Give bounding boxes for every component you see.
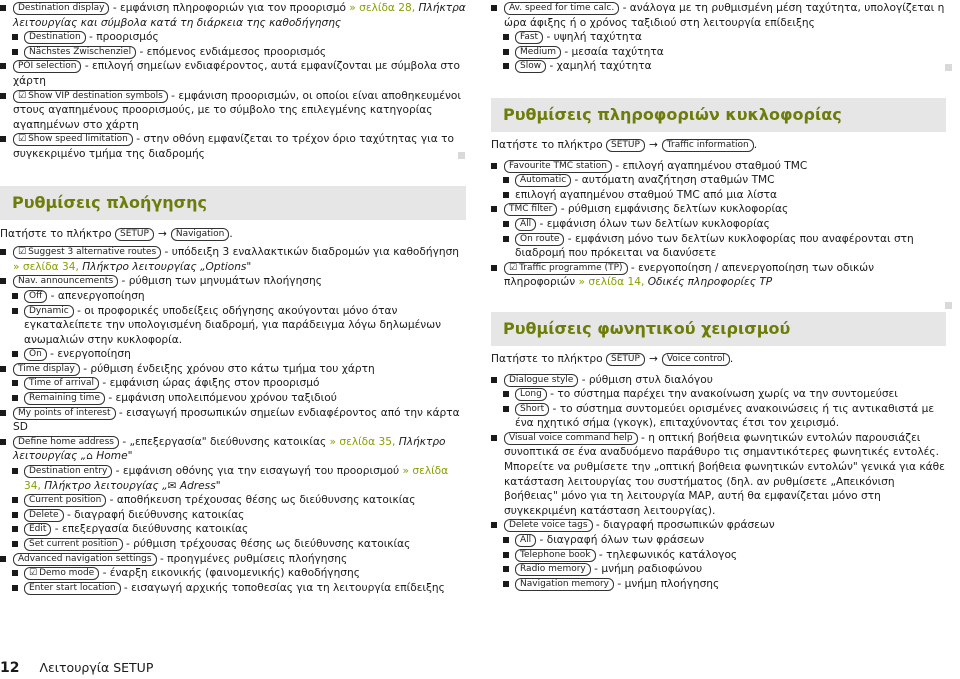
function-key-label: Av. speed for time calc.: [509, 3, 615, 13]
list-item: [491, 173, 946, 188]
function-key: [515, 60, 546, 73]
item-description: - εμφάνιση πληροφοριών για τον προορισμό: [109, 2, 346, 14]
item-description: - η οπτική βοήθεια φωνητικών εντολών παρουσιάζει συνοπτικά σε ένα αναδυόμενο παράθυρο τις σημαντικότερες φωνητικές εντολές. Μπορείτε να ρυθμίσετε την „οπτική βοήθεια φωνητικών εντολών" γενικά για κάθε κατάσταση λειτουργίας του συστήματος (δηλ. αν ρυθμίσετε „Απεικόνιση βοήθειας" μόνο για τη λειτουργία MAP, αυτή θα εμφανίζεται μόνο στη συγκεκριμένη κατάσταση λειτουργίας).: [504, 431, 945, 517]
function-key: [504, 262, 628, 275]
function-key-label: Edit: [29, 524, 47, 535]
page-number: 12: [0, 660, 20, 676]
function-key: [24, 582, 121, 595]
function-key: [13, 436, 119, 449]
bullet-icon: [491, 377, 497, 383]
function-key: [13, 90, 168, 103]
function-key: [24, 523, 51, 536]
item-description: - διαγραφή διεύθυνσης κατοικίας: [63, 508, 245, 521]
function-key-label: Demo mode: [39, 568, 95, 579]
nav-press-instruction: Πατήστε το πλήκτρο SETUP → Navigation .: [0, 227, 233, 240]
function-key: [515, 388, 547, 401]
list-item: [491, 387, 946, 402]
item-description: - εμφάνιση υπολειπόμενου χρόνου ταξιδιού: [105, 392, 337, 405]
function-key: [13, 553, 157, 566]
section-end-marker: [945, 302, 952, 309]
function-key: [504, 203, 557, 216]
function-key: [515, 563, 591, 576]
checkbox-icon: ☑: [18, 134, 27, 145]
function-key-label: Time of arrival: [29, 378, 95, 389]
function-key: [24, 31, 86, 44]
function-key: [504, 374, 578, 387]
item-description: - μνήμη πλοήγησης: [614, 577, 720, 590]
function-key-label: Telephone book: [520, 549, 591, 560]
item-description: - επιλογή αγαπημένου σταθμού TMC: [611, 159, 808, 172]
bullet-icon: [0, 439, 6, 445]
function-key-label: Define home address: [18, 436, 114, 447]
list-item: [0, 493, 466, 508]
setup-key: SETUP: [115, 228, 154, 241]
function-key-label: Long: [520, 389, 542, 400]
bullet-icon: [0, 249, 6, 255]
list-item: [0, 304, 466, 348]
function-key: [515, 578, 614, 591]
bullet-icon: [12, 308, 18, 314]
item-description: - το σύστημα παρέχει την ανακοίνωση χωρίς να την συντομεύσει: [546, 388, 898, 401]
list-item: [0, 274, 466, 289]
function-key: [13, 246, 161, 259]
function-key-label: Visual voice command help: [509, 432, 633, 443]
function-key-label: All: [520, 218, 532, 229]
page-reference-link[interactable]: » σελίδα 28,: [345, 2, 416, 14]
function-key: [504, 519, 593, 532]
function-key-label: Delete voice tags: [509, 520, 588, 531]
list-item: [491, 59, 946, 74]
item-description: - υψηλή ταχύτητα: [543, 31, 642, 44]
bullet-icon: [491, 522, 497, 528]
item-description: - ρύθμιση στυλ διαλόγου: [578, 373, 713, 386]
item-description: - απενεργοποίηση: [47, 289, 145, 302]
list-item: [0, 406, 466, 435]
traffic-settings-heading: Ρυθμίσεις πληροφοριών κυκλοφορίας: [491, 98, 946, 132]
bullet-icon: [0, 5, 6, 11]
function-key-label: Destination display: [18, 3, 105, 13]
bullet-icon: [503, 221, 509, 227]
bullet-icon: [0, 278, 6, 284]
bullet-icon: [0, 366, 6, 372]
function-key-label: POI selection: [18, 61, 77, 72]
list-item: [0, 464, 466, 493]
press-text: Πατήστε το πλήκτρο: [0, 227, 112, 240]
bullet-icon: [12, 49, 18, 55]
left-column: [0, 1, 466, 595]
item-description: - χαμηλή ταχύτητα: [546, 60, 652, 73]
function-key-label: Suggest 3 alternative routes: [28, 247, 157, 258]
function-key-label: Delete: [29, 509, 59, 520]
nav-settings-list: [0, 245, 466, 595]
function-key-label: All: [520, 535, 532, 546]
setup-key: SETUP: [606, 353, 645, 366]
function-key: [515, 31, 543, 44]
function-key-label: Slow: [520, 61, 542, 72]
bullet-icon: [12, 497, 18, 503]
bullet-icon: [12, 526, 18, 532]
function-key: [515, 233, 564, 246]
list-item: [0, 537, 466, 552]
page-reference-link[interactable]: » σελίδα 34,: [24, 465, 449, 492]
function-key: [24, 465, 112, 478]
list-item: [0, 59, 466, 88]
function-key: [504, 2, 619, 15]
list-item: [0, 45, 466, 60]
list-item: [491, 30, 946, 45]
list-item: [0, 522, 466, 537]
section-end-marker: [458, 152, 465, 159]
bullet-icon: [503, 192, 509, 198]
list-item: [0, 435, 466, 464]
item-description: - προηγμένες ρυθμίσεις πλοήγησης: [156, 552, 348, 565]
list-item: [0, 581, 466, 596]
function-key-label: Dialogue style: [509, 374, 574, 385]
function-key: [24, 348, 47, 361]
function-key-label: Show VIP destination symbols: [28, 90, 163, 101]
list-item: [0, 245, 466, 274]
function-key-label: Enter start location: [29, 582, 116, 593]
item-description: - εμφάνιση ώρας άφιξης στον προορισμό: [99, 377, 320, 390]
function-key: [24, 377, 99, 390]
bullet-icon: [503, 391, 509, 397]
list-item: [0, 508, 466, 523]
voice-press-instruction: Πατήστε το πλήκτρο SETUP → Voice control .: [491, 352, 734, 365]
function-key: [13, 363, 80, 376]
item-description: - επιλογή σημείων ενδιαφέροντος, αυτά εμφανίζονται με σύμβολα στο χάρτη: [13, 60, 460, 87]
setup-key: SETUP: [606, 139, 645, 152]
function-key-label: On: [29, 349, 42, 360]
footer-section-title: Λειτουργία SETUP: [39, 660, 154, 675]
function-key-label: Destination: [29, 32, 81, 43]
function-key-label: On route: [520, 233, 560, 244]
bullet-icon: [491, 163, 497, 169]
function-key: [24, 567, 99, 580]
list-item: [0, 89, 466, 133]
item-description: - εισαγωγή αρχικής τοποθεσίας για τη λειτουργία επίδειξης: [120, 581, 445, 594]
voice-settings-heading: Ρυθμίσεις φωνητικού χειρισμού: [491, 312, 946, 346]
list-item: [0, 289, 466, 304]
function-key-label: Set current position: [29, 539, 118, 549]
function-key: [13, 275, 118, 288]
bullet-icon: [12, 585, 18, 591]
bullet-icon: [503, 34, 509, 40]
bullet-icon: [12, 395, 18, 401]
reference-title: Πλήκτρο λειτουργίας „⌂ Home": [13, 435, 446, 463]
function-key: [24, 46, 136, 59]
page-reference-link[interactable]: » σελίδα 34,: [13, 260, 79, 273]
list-item: [491, 159, 946, 174]
right-column: [491, 1, 946, 591]
voice-settings-list: [491, 373, 946, 592]
function-key: [515, 403, 549, 416]
bullet-icon: [12, 570, 18, 576]
list-item: [0, 376, 466, 391]
item-description: - εμφάνιση προορισμών, οι οποίοι είναι αποθηκευμένοι στους αγαπημένους προορισμούς, με το σύμβολο της επιλεγμένης κατηγορίας αγαπημένων στο χάρτη: [13, 89, 462, 131]
function-key-label: Advanced navigation settings: [18, 553, 152, 564]
bullet-icon: [503, 566, 509, 572]
arrow-icon: →: [157, 227, 167, 240]
traffic-settings-list: [491, 159, 946, 290]
function-key-label: TMC filter: [509, 204, 553, 215]
item-description: - επεξεργασία διεύθυνσης κατοικίας: [51, 523, 249, 536]
left-top-list: [0, 1, 466, 162]
page-reference-link[interactable]: » σελίδα 35,: [326, 435, 396, 448]
list-item: [491, 45, 946, 60]
item-description: - οι προφορικές υποδείξεις οδήγησης ακούγονται μόνο όταν εγκαταλείπετε την υπολογισμένη διαδρομή, για παράδειγμα λόγω δηλωμένων ανωμαλιών στην κυκλοφορία.: [24, 304, 442, 346]
function-key-label: Time display: [18, 363, 75, 374]
bullet-icon: [12, 380, 18, 386]
traffic-press-instruction: Πατήστε το πλήκτρο SETUP → Traffic information .: [491, 138, 758, 151]
item-description: - επόμενος ενδιάμεσος προορισμός: [136, 45, 327, 58]
item-description: - „επεξεργασία" διεύθυνσης κατοικίας: [118, 435, 327, 448]
checkbox-icon: ☑: [29, 568, 38, 579]
bullet-icon: [0, 93, 6, 99]
voice-control-key: Voice control: [662, 353, 730, 366]
bullet-icon: [503, 552, 509, 558]
reference-title: Πλήκτρα λειτουργίας και σύμβολα κατά τη διάρκεια της καθοδήγησης: [13, 2, 466, 29]
list-item: [491, 202, 946, 217]
bullet-icon: [491, 265, 497, 271]
bullet-icon: [0, 136, 6, 142]
list-item: [491, 548, 946, 563]
list-item: [491, 533, 946, 548]
item-description: - τηλεφωνικός κατάλογος: [595, 548, 738, 561]
list-item: [0, 391, 466, 406]
item-description: - ρύθμιση τρέχουσας θέσης ως διεύθυνσης κατοικίας: [122, 538, 411, 550]
bullet-icon: [12, 351, 18, 357]
function-key-label: My points of interest: [18, 407, 111, 418]
function-key-label: Automatic: [520, 175, 567, 186]
item-description: - ενεργοποίηση / απενεργοποίηση των οδικών πληροφοριών: [504, 261, 875, 289]
page-footer: [0, 660, 153, 676]
function-key: [515, 218, 536, 231]
section-end-marker: [945, 64, 952, 71]
list-item: [0, 566, 466, 581]
bullet-icon: [491, 5, 497, 11]
function-key-label: Fast: [520, 32, 539, 43]
bullet-icon: [12, 34, 18, 40]
function-key: [13, 133, 133, 146]
item-description: - εμφάνιση όλων των δελτίων κυκλοφορίας: [536, 217, 770, 230]
page-reference-link[interactable]: » σελίδα 14,: [575, 276, 645, 289]
list-item: [0, 347, 466, 362]
item-description: - εμφάνιση οθόνης για την εισαγωγή του προορισμού: [112, 465, 400, 478]
item-description: επιλογή αγαπημένου σταθμού TMC από μια λίστα: [515, 188, 777, 201]
item-description: - μνήμη ραδιοφώνου: [590, 563, 703, 576]
function-key-label: Remaining time: [29, 393, 100, 404]
list-item: [491, 402, 946, 431]
bullet-icon: [0, 410, 6, 416]
bullet-icon: [503, 63, 509, 69]
bullet-icon: [503, 236, 509, 242]
list-item: [491, 577, 946, 592]
function-key: [24, 305, 74, 318]
bullet-icon: [503, 49, 509, 55]
reference-title: Πλήκτρο λειτουργίας „Options": [82, 260, 252, 273]
function-key-label: Medium: [520, 46, 556, 57]
right-top-list: [491, 1, 946, 74]
function-key-label: Traffic programme (TP): [519, 262, 623, 273]
function-key-label: Off: [29, 290, 43, 301]
item-description: - ενεργοποίηση: [46, 348, 131, 361]
item-description: - το σύστημα συντομεύει ορισμένες ανακοινώσεις ή τις αντικαθιστά με ένα ηχητικό σήμα (γκογκ), επιταχύνοντας έτσι τον χειρισμό.: [515, 402, 935, 430]
arrow-icon: →: [648, 138, 658, 151]
list-item: [0, 362, 466, 377]
bullet-icon: [12, 468, 18, 474]
item-description: - εμφάνιση μόνο των δελτίων κυκλοφορίας που αναφέρονται στη διαδρομή που πρόκειται να διανύσετε: [515, 232, 914, 260]
list-item: [491, 232, 946, 261]
list-item: [491, 217, 946, 232]
list-item: [0, 132, 466, 161]
function-key-label: Nächstes Zwischenziel: [29, 46, 132, 57]
list-item: [0, 552, 466, 567]
function-key: [24, 538, 123, 551]
press-text: Πατήστε το πλήκτρο: [491, 138, 603, 151]
function-key-label: Dynamic: [29, 305, 69, 316]
item-description: - έναρξη εικονικής (φαινομενικής) καθοδήγησης: [99, 567, 360, 580]
item-description: - προορισμός: [85, 31, 159, 44]
function-key: [24, 494, 106, 507]
checkbox-icon: ☑: [18, 90, 27, 101]
traffic-information-key: Traffic information: [662, 139, 754, 152]
checkbox-icon: ☑: [509, 262, 518, 273]
function-key: [13, 407, 116, 420]
item-description: - υπόδειξη 3 εναλλακτικών διαδρομών για καθοδήγηση: [161, 246, 460, 259]
bullet-icon: [0, 63, 6, 69]
function-key-label: Navigation memory: [520, 578, 610, 589]
function-key-label: Radio memory: [520, 564, 586, 575]
list-item: [491, 188, 946, 203]
item-description: - στην οθόνη εμφανίζεται το τρέχον όριο ταχύτητας για το συγκεκριμένο τμήμα της διαδρομής: [13, 133, 454, 160]
item-description: - αυτόματη αναζήτηση σταθμών TMC: [571, 174, 775, 187]
checkbox-icon: ☑: [18, 247, 27, 258]
function-key: [24, 509, 64, 522]
bullet-icon: [491, 206, 497, 212]
function-key-label: Show speed limitation: [28, 134, 128, 145]
press-text: Πατήστε το πλήκτρο: [491, 352, 603, 365]
function-key-label: Favourite TMC station: [509, 160, 607, 171]
bullet-icon: [503, 177, 509, 183]
item-description: - μεσαία ταχύτητα: [561, 45, 664, 58]
list-item: [0, 30, 466, 45]
function-key-label: Short: [520, 403, 545, 414]
arrow-icon: →: [648, 352, 658, 365]
list-item: [491, 1, 946, 30]
function-key: [13, 2, 109, 15]
bullet-icon: [503, 537, 509, 543]
reference-title: Οδικές πληροφορίες TP: [647, 276, 773, 289]
bullet-icon: [0, 556, 6, 562]
list-item: [491, 562, 946, 577]
function-key: [515, 174, 571, 187]
function-key: [504, 160, 612, 173]
reference-title: Πλήκτρο λειτουργίας „✉ Adress": [44, 479, 221, 492]
function-key: [24, 392, 105, 405]
list-item: [491, 261, 946, 290]
item-description: - ανάλογα με τη ρυθμισμένη μέση ταχύτητα, υπολογίζεται η ώρα άφιξης ή ο χρόνος ταξιδιού στη λειτουργία επίδειξης: [504, 2, 945, 29]
function-key: [24, 290, 47, 303]
function-key-label: Nav. announcements: [18, 276, 114, 287]
item-description: - διαγραφή προσωπικών φράσεων: [592, 519, 775, 532]
bullet-icon: [491, 435, 497, 441]
item-description: - αποθήκευση τρέχουσας θέσης ως διεύθυνσης κατοικίας: [106, 494, 416, 507]
navigation-key: Navigation: [171, 228, 230, 241]
nav-settings-heading: Ρυθμίσεις πλοήγησης: [0, 186, 466, 220]
bullet-icon: [12, 512, 18, 518]
function-key: [515, 549, 596, 562]
bullet-icon: [503, 406, 509, 412]
list-item: [491, 518, 946, 533]
function-key: [515, 46, 561, 59]
function-key: [13, 60, 81, 73]
bullet-icon: [12, 293, 18, 299]
bullet-icon: [503, 581, 509, 587]
list-item: [491, 373, 946, 388]
list-item: [0, 1, 466, 30]
item-description: - διαγραφή όλων των φράσεων: [536, 534, 705, 547]
item-description: - εισαγωγή προσωπικών σημείων ενδιαφέροντος από την κάρτα SD: [13, 406, 460, 434]
item-description: - ρύθμιση ένδειξης χρόνου στο κάτω τμήμα του χάρτη: [79, 362, 375, 375]
item-description: - ρύθμιση εμφάνισης δελτίων κυκλοφορίας: [557, 203, 789, 216]
function-key: [504, 432, 638, 445]
function-key-label: Current position: [29, 495, 102, 506]
list-item: [491, 431, 946, 519]
bullet-icon: [12, 541, 18, 547]
function-key: [515, 534, 536, 547]
function-key-label: Destination entry: [29, 466, 108, 477]
item-description: - ρύθμιση των μηνυμάτων πλοήγησης: [118, 275, 322, 288]
